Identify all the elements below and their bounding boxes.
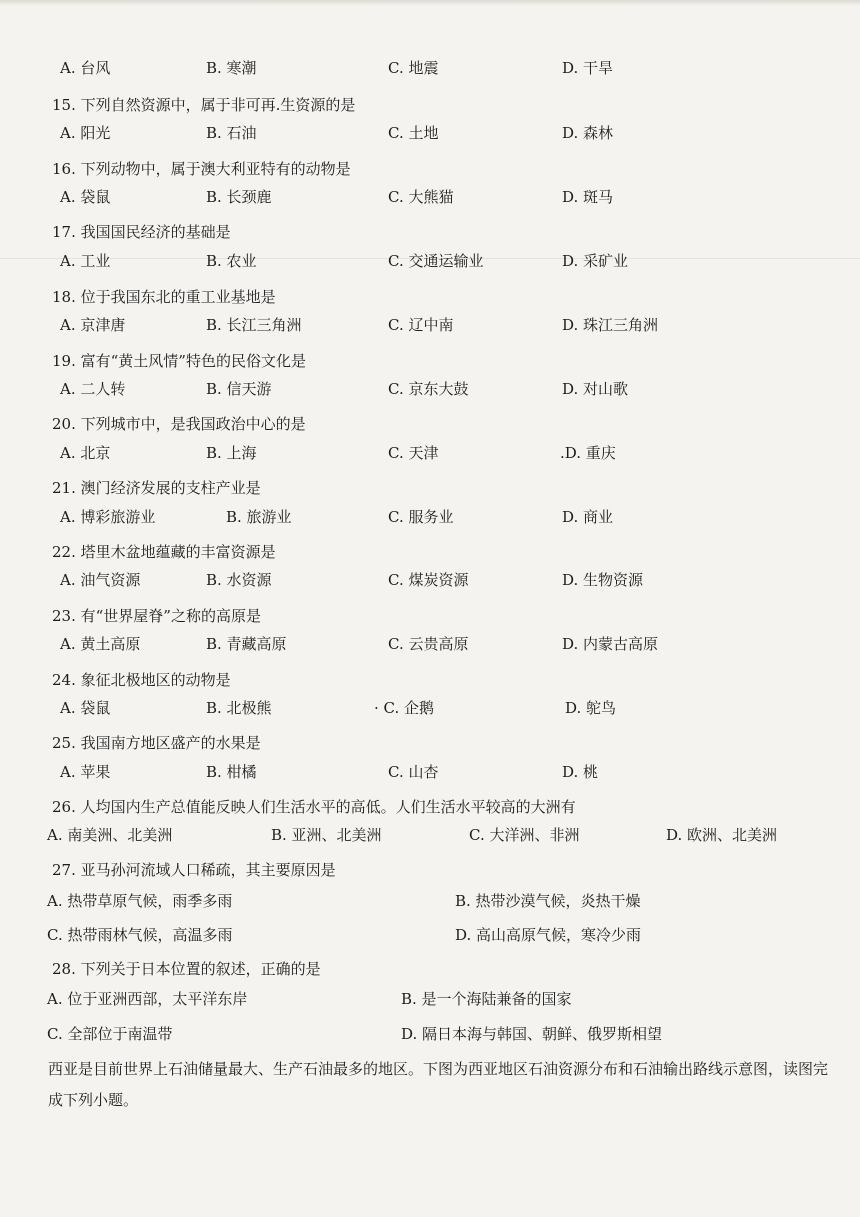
- answer-option: C. 热带雨林气候，高温多雨: [47, 926, 233, 944]
- answer-option: B. 长江三角洲: [206, 316, 302, 334]
- question-text: 25. 我国南方地区盛产的水果是: [52, 734, 261, 752]
- answer-option: A. 南美洲、北美洲: [47, 826, 173, 844]
- answer-option: B. 亚洲、北美洲: [271, 826, 382, 844]
- question-text: 15. 下列自然资源中，属于非可再.生资源的是: [52, 96, 356, 114]
- question-text: 17. 我国国民经济的基础是: [52, 223, 231, 241]
- answer-option: A. 京津唐: [60, 316, 126, 334]
- answer-option: A. 二人转: [60, 380, 126, 398]
- answer-option: B. 青藏高原: [206, 635, 287, 653]
- answer-option: C. 服务业: [388, 508, 454, 526]
- answer-option: C. 天津: [388, 444, 439, 462]
- answer-option: A. 热带草原气候，雨季多雨: [47, 892, 233, 910]
- answer-option: D. 干旱: [562, 59, 614, 77]
- answer-option: .D. 重庆: [560, 444, 616, 462]
- answer-option: D. 生物资源: [562, 571, 644, 589]
- answer-option: A. 阳光: [60, 124, 111, 142]
- answer-option: C. 云贵高原: [388, 635, 469, 653]
- answer-option: C. 山杏: [388, 763, 439, 781]
- answer-option: C. 辽中南: [388, 316, 454, 334]
- answer-option: D. 桃: [562, 763, 599, 781]
- passage-text: 西亚是目前世界上石油储量最大、生产石油最多的地区。下图为西亚地区石油资源分布和石油输出路线示意图，读图完成下列小题。: [48, 1060, 829, 1109]
- answer-option: A. 油气资源: [60, 571, 141, 589]
- answer-option: D. 斑马: [562, 188, 614, 206]
- question-text: 27. 亚马孙河流域人口稀疏，其主要原因是: [52, 861, 336, 879]
- answer-option: D. 欧洲、北美洲: [666, 826, 778, 844]
- answer-option: A. 苹果: [60, 763, 111, 781]
- answer-option: A. 黄土高原: [60, 635, 141, 653]
- answer-option: C. 大洋洲、非洲: [469, 826, 580, 844]
- answer-option: C. 全部位于南温带: [47, 1025, 173, 1043]
- answer-option: B. 旅游业: [226, 508, 292, 526]
- answer-option: A. 博彩旅游业: [60, 508, 156, 526]
- answer-option: D. 对山歌: [562, 380, 629, 398]
- answer-option: B. 是一个海陆兼备的国家: [401, 990, 572, 1008]
- question-text: 18. 位于我国东北的重工业基地是: [52, 288, 276, 306]
- answer-option: C. 京东大鼓: [388, 380, 469, 398]
- question-text: 21. 澳门经济发展的支柱产业是: [52, 479, 261, 497]
- question-text: 24. 象征北极地区的动物是: [52, 671, 231, 689]
- answer-option: C. 交通运输业: [388, 252, 484, 270]
- answer-option: A. 袋鼠: [60, 188, 111, 206]
- answer-option: B. 石油: [206, 124, 257, 142]
- answer-option: A. 工业: [60, 252, 111, 270]
- answer-option: B. 水资源: [206, 571, 272, 589]
- answer-option: · C. 企鹅: [374, 699, 435, 717]
- answer-option: D. 高山高原气候，寒冷少雨: [455, 926, 642, 944]
- answer-option: B. 农业: [206, 252, 257, 270]
- answer-option: D. 采矿业: [562, 252, 629, 270]
- answer-option: C. 大熊猫: [388, 188, 454, 206]
- answer-option: C. 地震: [388, 59, 439, 77]
- answer-option: A. 北京: [60, 444, 111, 462]
- answer-option: D. 森林: [562, 124, 614, 142]
- answer-option: B. 信天游: [206, 380, 272, 398]
- question-text: 16. 下列动物中，属于澳大利亚特有的动物是: [52, 160, 351, 178]
- answer-option: D. 商业: [562, 508, 614, 526]
- question-text: 20. 下列城市中，是我国政治中心的是: [52, 415, 306, 433]
- question-text: 22. 塔里木盆地蕴藏的丰富资源是: [52, 543, 276, 561]
- answer-option: B. 长颈鹿: [206, 188, 272, 206]
- scan-edge-shadow: [0, 0, 860, 6]
- question-text: 26. 人均国内生产总值能反映人们生活水平的高低。人们生活水平较高的大洲有: [52, 798, 576, 816]
- question-text: 23. 有“世界屋脊”之称的高原是: [52, 607, 261, 625]
- answer-option: D. 隔日本海与韩国、朝鲜、俄罗斯相望: [401, 1025, 663, 1043]
- answer-option: B. 热带沙漠气候，炎热干燥: [455, 892, 641, 910]
- answer-option: B. 北极熊: [206, 699, 272, 717]
- question-text: 19. 富有“黄土风情”特色的民俗文化是: [52, 352, 306, 370]
- answer-option: A. 袋鼠: [60, 699, 111, 717]
- answer-option: C. 煤炭资源: [388, 571, 469, 589]
- answer-option: D. 珠江三角洲: [562, 316, 659, 334]
- question-text: 28. 下列关于日本位置的叙述，正确的是: [52, 960, 321, 978]
- answer-option: B. 寒潮: [206, 59, 257, 77]
- answer-option: C. 土地: [388, 124, 439, 142]
- answer-option: B. 上海: [206, 444, 257, 462]
- answer-option: A. 台风: [60, 59, 111, 77]
- answer-option: A. 位于亚洲西部，太平洋东岸: [47, 990, 248, 1008]
- answer-option: D. 鸵鸟: [565, 699, 617, 717]
- answer-option: D. 内蒙古高原: [562, 635, 659, 653]
- answer-option: B. 柑橘: [206, 763, 257, 781]
